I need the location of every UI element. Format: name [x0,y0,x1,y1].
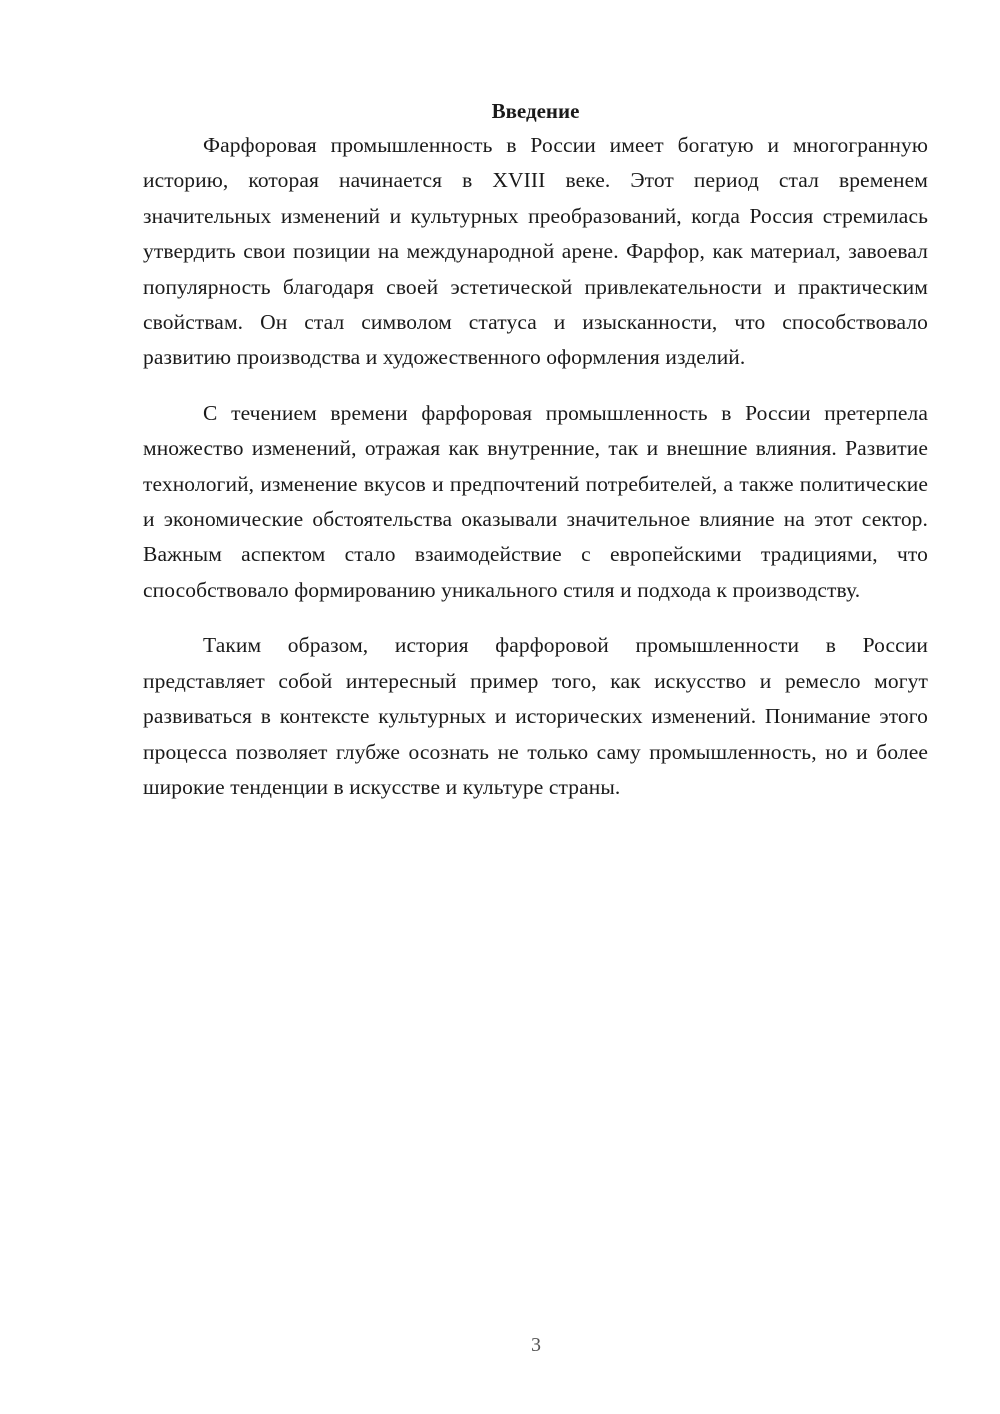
section-title: Введение [491,99,580,123]
paragraph-2: С течением времени фарфоровая промышленность в России претерпела множество изменений, отражая как внутренние, так и внешние влияния. Развитие технологий, изменение вкусов и предпочтений потребителей, а также политические и экономические обстоятельства оказывали значительное влияние на этот сектор. Важным аспектом стало взаимодействие с европейскими традициями, что способствовало формированию уникального стиля и подхода к производству. [143,400,928,602]
paragraph-1: Фарфоровая промышленность в России имеет богатую и многогранную историю, которая начинается в XVIII веке. Этот период стал временем значительных изменений и культурных преобразований, когда Россия стремилась утвердить свои позиции на международной арене. Фарфор, как материал, завоевал популярность благодаря своей эстетической привлекательности и практическим свойствам. Он стал символом статуса и изысканности, что способствовало развитию производства и художественного оформления изделий. [143,133,928,370]
page-content [143,96,928,825]
page-number: 3 [531,1334,541,1356]
paragraph-3: Таким образом, история фарфоровой промышленности в России представляет собой интересный пример того, как искусство и ремесло могут развиваться в контексте культурных и исторических изменений. Понимание этого процесса позволяет глубже осознать не только саму промышленность, но и более широкие тенденции в искусстве и культуре страны. [143,633,928,799]
